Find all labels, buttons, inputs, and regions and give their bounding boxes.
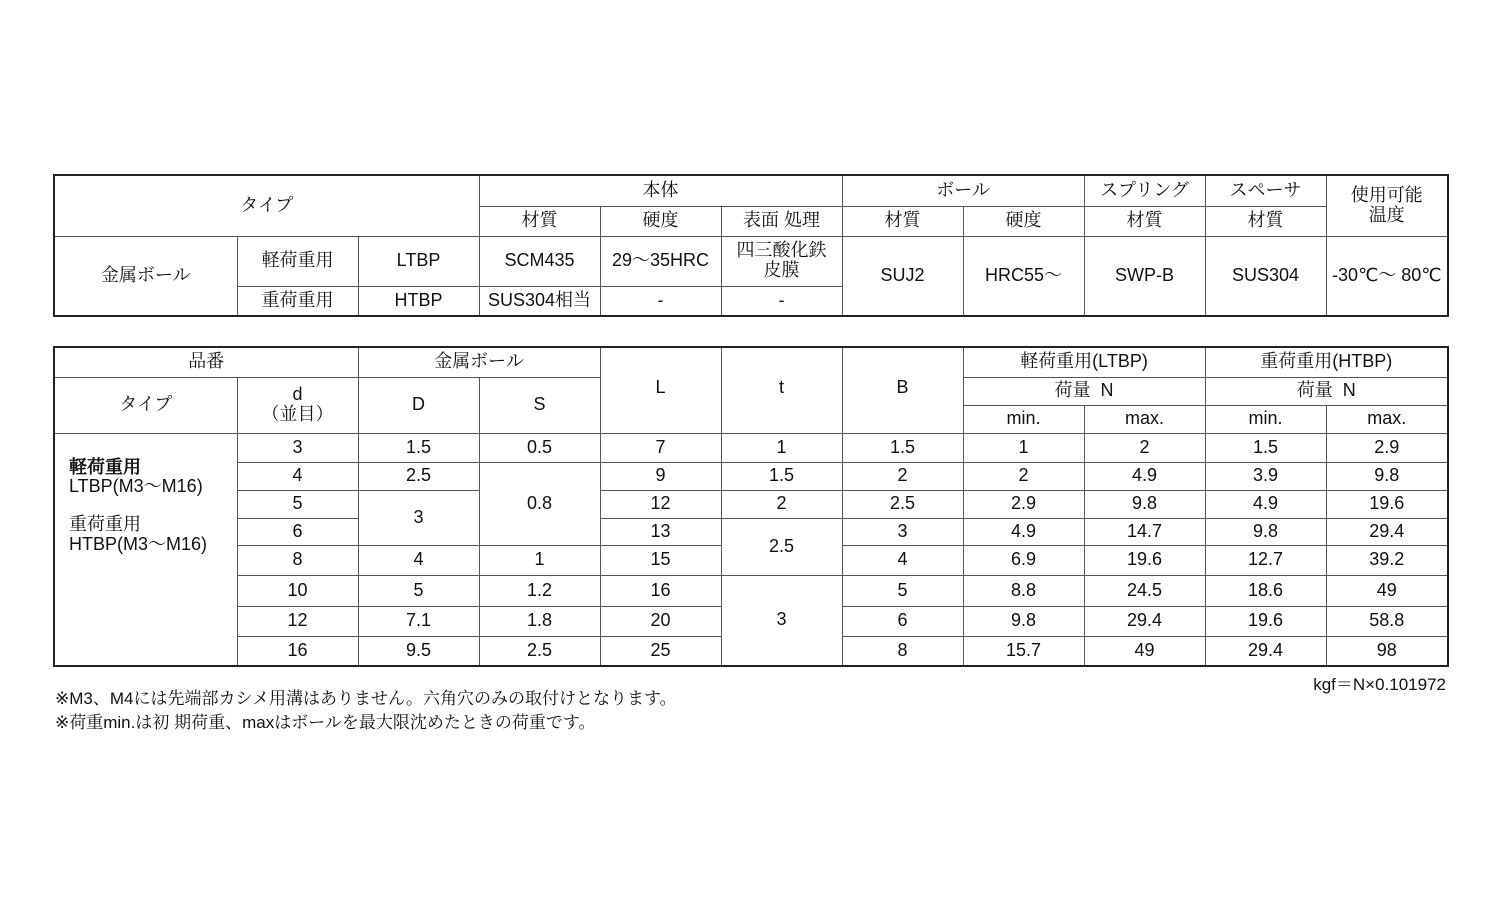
cell-htbp-max: 49 [1326, 575, 1448, 606]
cell-B: 6 [842, 606, 963, 636]
cell-ltbp-min: 6.9 [963, 545, 1084, 575]
htbp-load-header: 荷量 N [1205, 377, 1448, 405]
ball-hardness-value: HRC55～ [963, 236, 1084, 316]
table-row [54, 433, 1448, 462]
ltbp-load-header: 荷量 N [963, 377, 1205, 405]
d-header [237, 377, 358, 433]
cell-htbp-min: 18.6 [1205, 575, 1326, 606]
dimensions-table [53, 346, 1449, 667]
d-header-line1: d [292, 384, 303, 405]
cell-ltbp-max: 9.8 [1084, 490, 1205, 518]
cell-S: 2.5 [479, 636, 600, 666]
cell-ltbp-min: 15.7 [963, 636, 1084, 666]
table-row [54, 490, 1448, 518]
body-surface-header: 表面 処理 [721, 206, 842, 236]
cell-D: 1.5 [358, 433, 479, 462]
cell-ltbp-min: 4.9 [963, 518, 1084, 545]
cell-B: 3 [842, 518, 963, 545]
cell-htbp-min: 12.7 [1205, 545, 1326, 575]
cell-d: 6 [237, 518, 358, 545]
cell-L: 16 [600, 575, 721, 606]
cell-htbp-max: 39.2 [1326, 545, 1448, 575]
type-cell [54, 433, 237, 666]
metal-ball-group-label: 金属ボール [54, 236, 237, 316]
cell-B: 1.5 [842, 433, 963, 462]
table-row [54, 462, 1448, 490]
body-material-header: 材質 [479, 206, 600, 236]
heavy-type-label: 重荷重用 [69, 514, 141, 535]
cell-ltbp-min: 1 [963, 433, 1084, 462]
code-ltbp: LTBP [358, 236, 479, 286]
type-header: タイプ [54, 175, 479, 236]
spacer-group-header: スペーサ [1205, 175, 1326, 206]
temperature-header [1326, 175, 1448, 236]
footnote-2: ※荷重min.は初 期荷重、maxはボールを最大限沈めたときの荷重です。 [55, 713, 596, 732]
cell-L: 20 [600, 606, 721, 636]
cell-L: 25 [600, 636, 721, 666]
cell-htbp-min: 9.8 [1205, 518, 1326, 545]
cell-B: 2 [842, 462, 963, 490]
cell-d: 10 [237, 575, 358, 606]
htbp-header: 重荷重用(HTBP) [1205, 347, 1448, 377]
spring-material-header: 材質 [1084, 206, 1205, 236]
cell-d: 4 [237, 462, 358, 490]
cell-D: 7.1 [358, 606, 479, 636]
part-no-header: 品番 [54, 347, 358, 377]
S-header: S [479, 377, 600, 433]
cell-d: 5 [237, 490, 358, 518]
L-header: L [600, 347, 721, 433]
cell-L: 13 [600, 518, 721, 545]
ball-material-header: 材質 [842, 206, 963, 236]
table-row [54, 518, 1448, 545]
cell-ltbp-max: 2 [1084, 433, 1205, 462]
spacer-material-value: SUS304 [1205, 236, 1326, 316]
cell-ltbp-max: 24.5 [1084, 575, 1205, 606]
table-row [54, 575, 1448, 606]
cell-d: 16 [237, 636, 358, 666]
cell-S: 0.5 [479, 433, 600, 462]
cell-htbp-max: 2.9 [1326, 433, 1448, 462]
cell-D: 4 [358, 545, 479, 575]
ball-group-header: ボール [842, 175, 1084, 206]
cell-ltbp-max: 49 [1084, 636, 1205, 666]
cell-htbp-max: 98 [1326, 636, 1448, 666]
cell-htbp-min: 4.9 [1205, 490, 1326, 518]
cell-htbp-min: 3.9 [1205, 462, 1326, 490]
cell-B: 8 [842, 636, 963, 666]
htbp-min-header: min. [1205, 405, 1326, 433]
light-type-range: LTBP(M3～M16) [69, 476, 203, 497]
cell-B: 5 [842, 575, 963, 606]
temperature-header-line2: 温度 [1368, 204, 1405, 225]
cell-htbp-max: 9.8 [1326, 462, 1448, 490]
spring-group-header: スプリング [1084, 175, 1205, 206]
cell-t-merged: 2.5 [721, 518, 842, 575]
d-header-line2: （並目） [261, 404, 334, 424]
cell-d: 12 [237, 606, 358, 636]
light-type-label: 軽荷重用 [69, 456, 141, 477]
cell-L: 7 [600, 433, 721, 462]
unit-conversion-note: kgf＝N×0.101972 [1313, 675, 1446, 694]
cell-L: 15 [600, 545, 721, 575]
cell-ltbp-min: 8.8 [963, 575, 1084, 606]
cell-B: 4 [842, 545, 963, 575]
body-material-ltbp: SCM435 [479, 236, 600, 286]
cell-t: 2 [721, 490, 842, 518]
D-header: D [358, 377, 479, 433]
t-header: t [721, 347, 842, 433]
surface-ltbp [721, 236, 842, 286]
ball-material-value: SUJ2 [842, 236, 963, 316]
cell-htbp-max: 29.4 [1326, 518, 1448, 545]
spacer-material-header: 材質 [1205, 206, 1326, 236]
cell-ltbp-min: 9.8 [963, 606, 1084, 636]
cell-htbp-max: 58.8 [1326, 606, 1448, 636]
cell-d: 8 [237, 545, 358, 575]
body-hardness-htbp: - [600, 286, 721, 316]
cell-htbp-min: 29.4 [1205, 636, 1326, 666]
cell-S: 1 [479, 545, 600, 575]
cell-D: 2.5 [358, 462, 479, 490]
cell-ltbp-max: 19.6 [1084, 545, 1205, 575]
cell-S-merged: 0.8 [479, 462, 600, 545]
B-header: B [842, 347, 963, 433]
cell-ltbp-min: 2.9 [963, 490, 1084, 518]
metal-ball-header: 金属ボール [358, 347, 600, 377]
cell-htbp-max: 19.6 [1326, 490, 1448, 518]
cell-S: 1.8 [479, 606, 600, 636]
cell-S: 1.2 [479, 575, 600, 606]
cell-t-merged: 3 [721, 575, 842, 666]
surface-ltbp-line2: 皮膜 [763, 260, 800, 280]
cell-ltbp-max: 14.7 [1084, 518, 1205, 545]
ball-hardness-header: 硬度 [963, 206, 1084, 236]
cell-L: 9 [600, 462, 721, 490]
ltbp-header: 軽荷重用(LTBP) [963, 347, 1205, 377]
cell-d: 3 [237, 433, 358, 462]
cell-htbp-min: 19.6 [1205, 606, 1326, 636]
htbp-max-header: max. [1326, 405, 1448, 433]
footnote-1: ※M3、M4には先端部カシメ用溝はありません。六角穴のみの取付けとなります。 [55, 689, 677, 708]
cell-B: 2.5 [842, 490, 963, 518]
cell-ltbp-min: 2 [963, 462, 1084, 490]
ltbp-max-header: max. [1084, 405, 1205, 433]
cell-t: 1.5 [721, 462, 842, 490]
cell-htbp-min: 1.5 [1205, 433, 1326, 462]
ltbp-min-header: min. [963, 405, 1084, 433]
materials-table [53, 174, 1449, 317]
spring-material-value: SWP-B [1084, 236, 1205, 316]
body-group-header: 本体 [479, 175, 842, 206]
body-material-htbp: SUS304相当 [479, 286, 600, 316]
code-htbp: HTBP [358, 286, 479, 316]
use-light: 軽荷重用 [237, 236, 358, 286]
type-header: タイプ [54, 377, 237, 433]
surface-htbp: - [721, 286, 842, 316]
surface-ltbp-line1: 四三酸化鉄 [736, 240, 827, 261]
cell-ltbp-max: 29.4 [1084, 606, 1205, 636]
cell-ltbp-max: 4.9 [1084, 462, 1205, 490]
heavy-type-range: HTBP(M3～M16) [69, 533, 208, 554]
cell-D-merged: 3 [358, 490, 479, 545]
cell-D: 5 [358, 575, 479, 606]
body-hardness-ltbp: 29～35HRC [600, 236, 721, 286]
cell-L: 12 [600, 490, 721, 518]
cell-t: 1 [721, 433, 842, 462]
use-heavy: 重荷重用 [237, 286, 358, 316]
temperature-header-line1: 使用可能 [1350, 184, 1423, 205]
body-hardness-header: 硬度 [600, 206, 721, 236]
temperature-value: -30℃～ 80℃ [1326, 236, 1448, 316]
cell-D: 9.5 [358, 636, 479, 666]
